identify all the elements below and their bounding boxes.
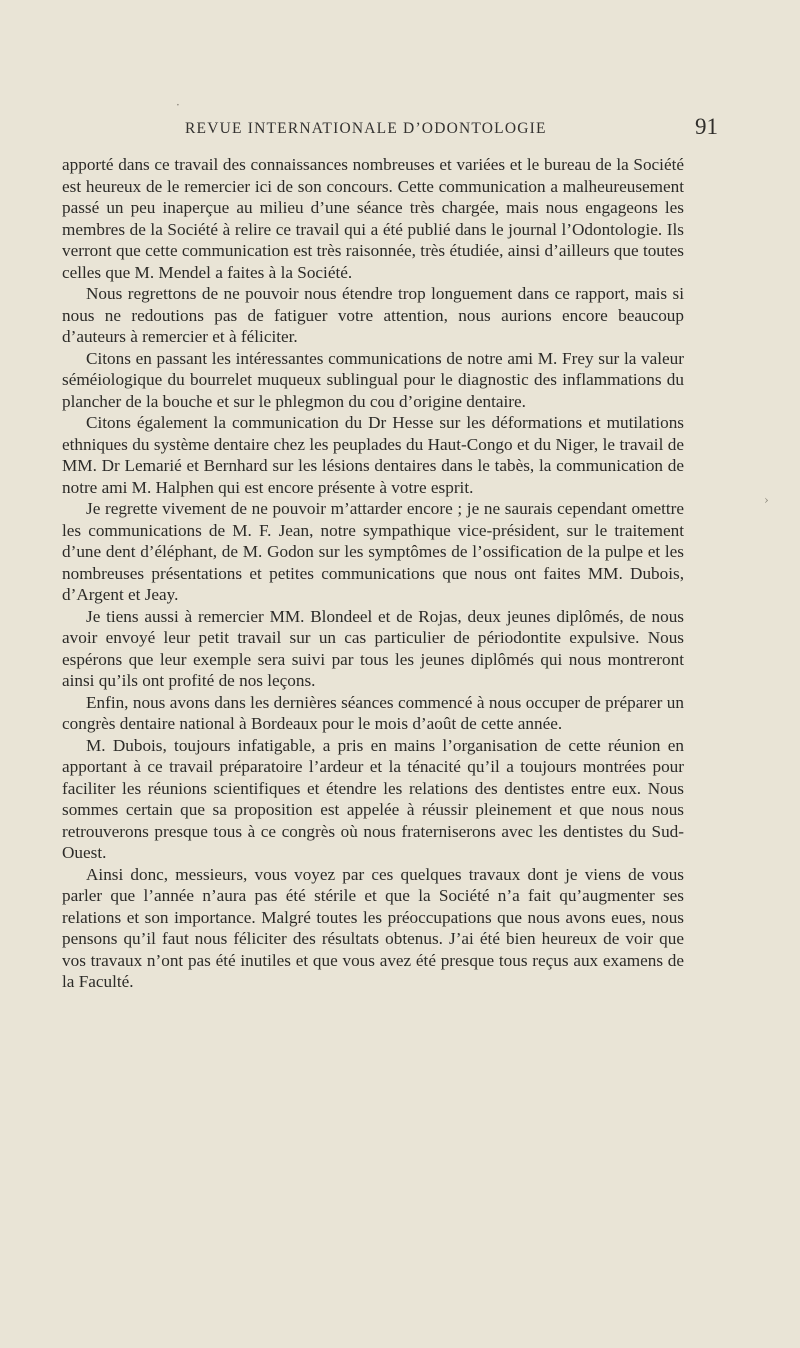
paragraph: M. Dubois, toujours infatigable, a pris en mains l’organisation de cette réunion en apportant à ce travail préparatoire l’ardeur et la ténacité qu’il a toujours montrées pour faciliter les réunions scientifiques et étendre les relations des dentistes entre eux. Nous sommes certain que sa proposition est appelée à réussir pleinement et que nous nous retrouverons presque tous à ce congrès où nous fraterniserons avec les dentistes du Sud-Ouest. bbox=[62, 735, 684, 862]
paragraph: Ainsi donc, messieurs, vous voyez par ces quelques travaux dont je viens de vous parler que l’année n’aura pas été stérile et que la Société n’a fait qu’augmenter ses relations et son importance. Malgré toutes les préoccupations que nous avons eues, nous pensons qu’il faut nous féliciter des résultats obtenus. J’ai été bien heureux de voir que vos travaux n’ont pas été inutiles et que vous avez été presque tous reçus aux examens de la Faculté. bbox=[62, 864, 684, 991]
paragraph: Citons en passant les intéressantes communications de notre ami M. Frey sur la valeur séméiologique du bourrelet muqueux sublingual pour le diagnostic des inflammations du plancher de la bouche et sur le phlegmon du cou d’origine dentaire. bbox=[62, 348, 684, 411]
page-number: 91 bbox=[695, 114, 718, 139]
paragraph: Je tiens aussi à remercier MM. Blondeel et de Rojas, deux jeunes diplômés, de nous avoir envoyé leur petit travail sur un cas particulier de périodontite expulsive. Nous espérons que leur exemple sera suivi par tous les jeunes diplômés qui nous montreront ainsi qu’ils ont profité de nos leçons. bbox=[62, 606, 684, 690]
body-text bbox=[62, 154, 684, 993]
paragraph: Enfin, nous avons dans les dernières séances commencé à nous occuper de préparer un congrès dentaire national à Bordeaux pour le mois d’août de cette année. bbox=[62, 692, 684, 733]
running-header bbox=[60, 114, 718, 142]
paragraph: Je regrette vivement de ne pouvoir m’attarder encore ; je ne saurais cependant omettre les communications de M. F. Jean, notre sympathique vice-président, sur le traitement d’une dent d’éléphant, de M. Godon sur les symptômes de l’ossification de la pulpe et les nombreuses présentations et petites communications que nous ont faites MM. Dubois, d’Argent et Jeay. bbox=[62, 499, 684, 604]
paragraph: Citons également la communication du Dr Hesse sur les déformations et mutilations ethniques du système dentaire chez les peuplades du Haut-Congo et du Niger, le travail de MM. Dr Lemarié et Bernhard sur les lésions dentaires dans le tabès, la communication de notre ami M. Halphen qui est encore présente à votre esprit. bbox=[62, 413, 684, 497]
print-speck: · bbox=[176, 98, 180, 112]
paragraph: apporté dans ce travail des connaissances nombreuses et variées et le bureau de la Société est heureux de le remercier ici de son concours. Cette communication a malheureusement passé un peu inaperçue au milieu d’une séance très chargée, mais nous engageons les membres de la Société à relire ce travail qui a été publié dans le journal l’Odontologie. Ils verront que cette communication est très raisonnée, très étudiée, ainsi d’ailleurs que toutes celles que M. Mendel a faites à la Société. bbox=[62, 155, 684, 282]
print-speck: › bbox=[764, 493, 769, 507]
running-title: REVUE INTERNATIONALE D’ODONTOLOGIE bbox=[185, 120, 547, 137]
paragraph: Nous regrettons de ne pouvoir nous étendre trop longuement dans ce rapport, mais si nous ne redoutions pas de fatiguer votre attention, nous aurions encore beaucoup d’auteurs à remercier et à féliciter. bbox=[62, 284, 684, 346]
